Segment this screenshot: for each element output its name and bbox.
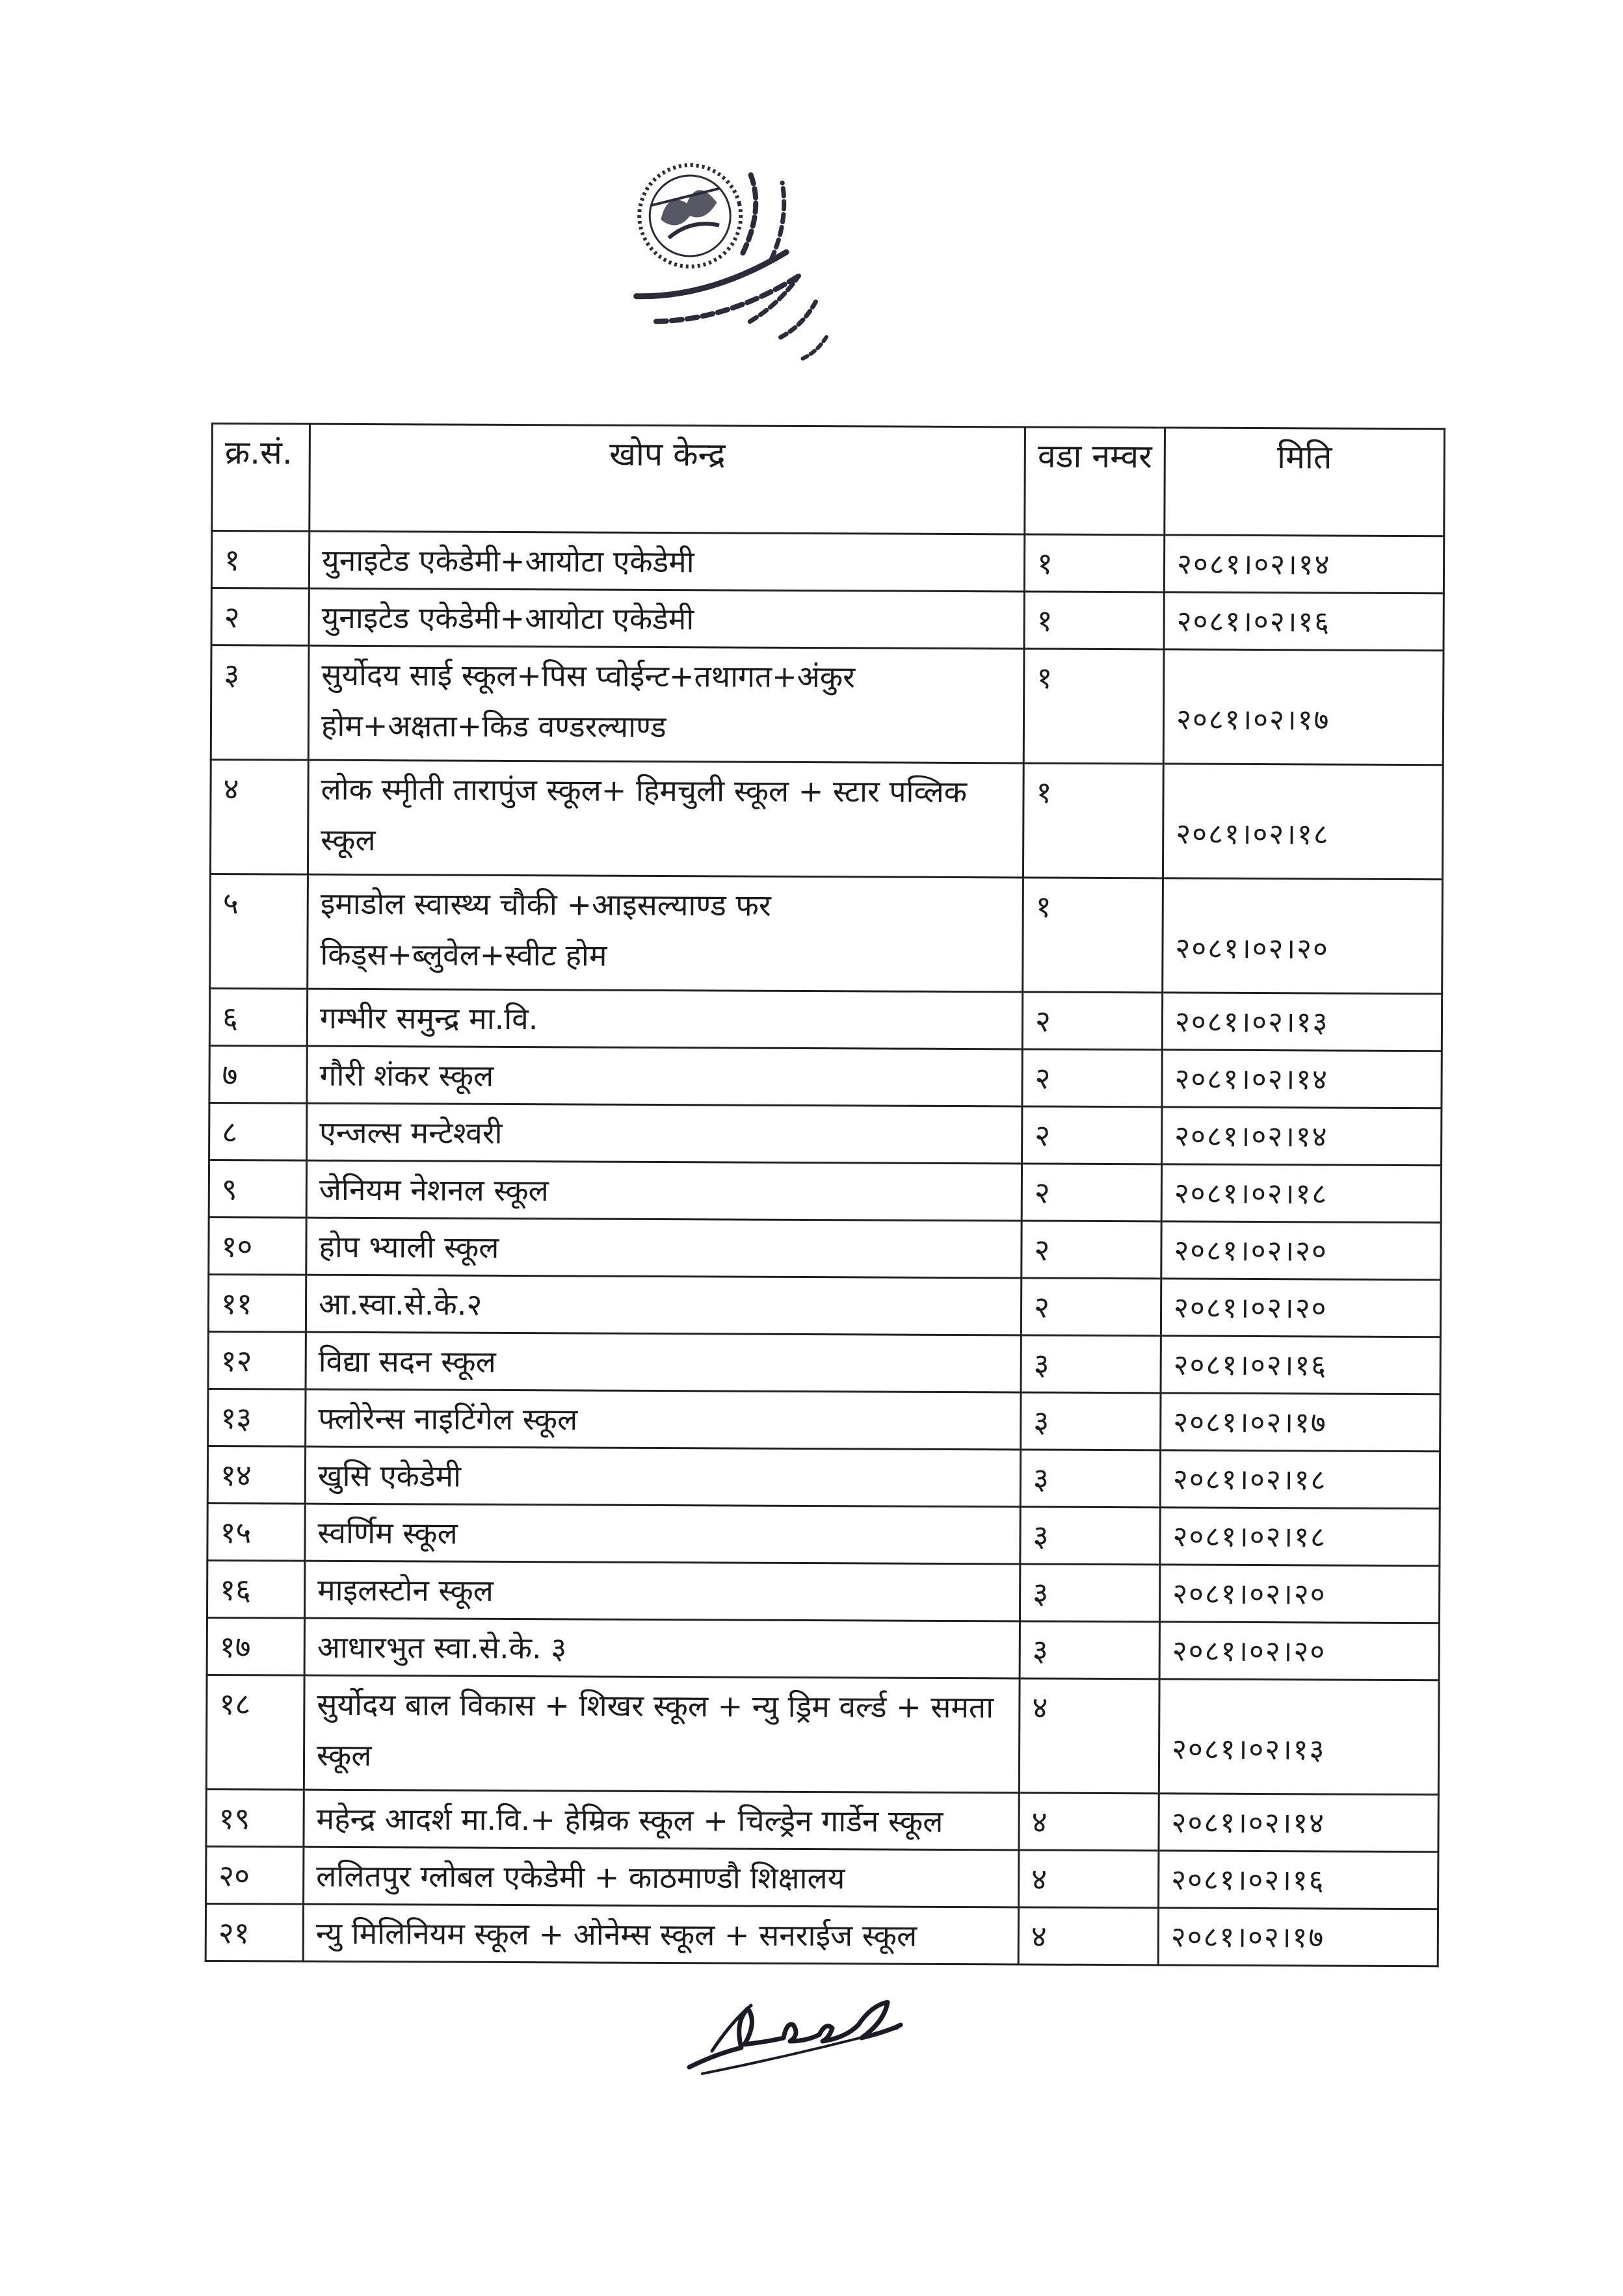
ward-cell: २	[1022, 1164, 1161, 1221]
table-row	[209, 1102, 1442, 1165]
municipality-seal	[605, 137, 878, 384]
ward-cell: २	[1022, 1049, 1162, 1107]
date-cell: २०८१।०२।२०	[1161, 1279, 1440, 1337]
serial-number-cell: १६	[207, 1560, 304, 1618]
serial-number-cell: १९	[206, 1789, 304, 1847]
date-cell: २०८१।०२।१६	[1161, 1336, 1440, 1394]
table-row	[207, 1446, 1440, 1508]
table-row	[208, 1389, 1440, 1451]
date-cell: २०८१।०२।१८	[1160, 1450, 1440, 1509]
table-row	[209, 1045, 1442, 1108]
serial-number-cell: २१	[205, 1903, 303, 1961]
table-row	[208, 1274, 1440, 1337]
serial-number-cell: १२	[208, 1331, 306, 1389]
ward-cell: २	[1021, 1278, 1161, 1336]
date-cell: २०८१।०२।१४	[1164, 535, 1444, 594]
date-cell: २०८१।०२।१७	[1158, 1908, 1438, 1966]
ward-cell: १	[1023, 763, 1163, 878]
ward-cell: ३	[1020, 1450, 1160, 1507]
date-cell: २०८१।०२।१४	[1159, 1794, 1438, 1852]
table-row	[207, 1617, 1439, 1680]
serial-number-cell: ५	[210, 874, 308, 989]
serial-number-cell: ११	[208, 1274, 306, 1332]
date-cell: २०८१।०२।१६	[1164, 592, 1444, 651]
center-cell: युनाइटेड एकेडेमी+आयोटा एकेडेमी	[309, 588, 1024, 649]
ward-cell: १	[1024, 534, 1164, 592]
serial-number-cell: ९	[209, 1160, 306, 1218]
serial-number-cell: ४	[210, 760, 308, 875]
ward-cell: ४	[1018, 1907, 1158, 1965]
serial-number-cell: २	[211, 588, 309, 646]
center-cell: सुर्योदय साई स्कूल+पिस प्वोईन्ट+तथागत+अंकुर होम+अक्षता+किड वण्डरल्याण्ड	[308, 646, 1024, 763]
ward-cell: ३	[1021, 1392, 1161, 1450]
center-cell: महेन्द्र आदर्श मा.वि.+ हेम्रिक स्कूल + चिल्ड्रेन गार्डेन स्कूल	[304, 1790, 1019, 1850]
table-row	[207, 1560, 1439, 1623]
table-row	[211, 588, 1444, 651]
date-cell: २०८१।०२।१४	[1162, 1107, 1442, 1166]
serial-number-cell: २०	[206, 1846, 304, 1904]
table-row	[211, 531, 1444, 594]
center-cell: आ.स्वा.से.के.२	[306, 1275, 1021, 1335]
center-cell: होप भ्याली स्कूल	[306, 1218, 1022, 1278]
table-row	[210, 874, 1443, 993]
center-cell: सुर्योदय बाल विकास + शिखर स्कूल + न्यु ड्रिम वर्ल्ड + समता स्कूल	[304, 1675, 1020, 1793]
center-cell: फ्लोरेन्स नाइटिंगेल स्कूल	[306, 1389, 1021, 1450]
table-row	[205, 1903, 1438, 1966]
date-cell: २०८१।०२।१७	[1163, 649, 1444, 765]
ward-cell: २	[1022, 1221, 1161, 1279]
table-row	[209, 988, 1442, 1050]
header-ward-number: वडा नम्वर	[1025, 427, 1165, 535]
center-cell: आधारभुत स्वा.से.के. ३	[304, 1618, 1020, 1678]
date-cell: २०८१।०२।१७	[1161, 1393, 1440, 1452]
date-cell: २०८१।०२।१४	[1162, 1050, 1442, 1108]
center-cell: स्वर्णिम स्कूल	[305, 1504, 1020, 1564]
serial-number-cell: ३	[211, 646, 309, 761]
ward-cell: ३	[1021, 1335, 1161, 1393]
serial-number-cell: ८	[209, 1102, 307, 1160]
serial-number-cell: १३	[208, 1389, 306, 1446]
ward-cell: ४	[1019, 1678, 1159, 1794]
ward-cell: २	[1022, 992, 1162, 1050]
ward-cell: १	[1023, 649, 1164, 764]
vaccination-schedule-table	[205, 423, 1445, 1967]
table-header-row	[212, 424, 1445, 536]
handwritten-signature	[676, 1989, 923, 2087]
center-cell: युनाइटेड एकेडेमी+आयोटा एकेडेमी	[309, 531, 1024, 592]
serial-number-cell: १	[211, 531, 309, 589]
table-row	[211, 646, 1444, 765]
ward-cell: ३	[1020, 1564, 1159, 1622]
table-row	[206, 1789, 1438, 1851]
serial-number-cell: १०	[209, 1217, 306, 1275]
table-row	[209, 1160, 1441, 1222]
serial-number-cell: १४	[207, 1446, 305, 1504]
date-cell: २०८१।०२।१८	[1163, 764, 1443, 880]
serial-number-cell: १८	[206, 1675, 304, 1790]
center-cell: गम्भीर समुन्द्र मा.वि.	[307, 989, 1022, 1049]
ward-cell: १	[1023, 878, 1163, 993]
table-row	[210, 760, 1443, 880]
center-cell: ललितपुर ग्लोबल एकेडेमी + काठमाण्डौ शिक्षालय	[304, 1847, 1019, 1907]
date-cell: २०८१।०२।१३	[1159, 1679, 1439, 1795]
ward-cell: ४	[1019, 1793, 1159, 1851]
ward-cell: ३	[1020, 1621, 1159, 1679]
center-cell: लोक स्मृीती तारापुंज स्कूल+ हिमचुली स्कूल + स्टार पव्लिक स्कूल	[308, 760, 1023, 878]
date-cell: २०८१।०२।१३	[1162, 993, 1442, 1051]
ward-cell: १	[1024, 592, 1164, 649]
center-cell: गौरी शंकर स्कूल	[307, 1046, 1022, 1106]
table-row	[208, 1331, 1440, 1394]
ward-cell: ३	[1020, 1507, 1160, 1565]
date-cell: २०८१।०२।२०	[1163, 878, 1443, 994]
table-row	[206, 1846, 1438, 1909]
header-vaccination-center: खोप केन्द्र	[310, 424, 1025, 534]
date-cell: २०८१।०२।१६	[1159, 1851, 1438, 1909]
center-cell: जेनियम नेशनल स्कूल	[306, 1160, 1022, 1221]
date-cell: २०८१।०२।२०	[1161, 1221, 1441, 1280]
center-cell: इमाडोल स्वास्थ्य चौकी +आइसल्याण्ड फर किड्स+ब्लुवेल+स्वीट होम	[308, 874, 1023, 992]
ward-cell: ४	[1019, 1850, 1159, 1908]
serial-number-cell: ६	[209, 988, 307, 1046]
center-cell: माइलस्टोन स्कूल	[304, 1561, 1020, 1621]
serial-number-cell: १५	[207, 1503, 305, 1561]
date-cell: २०८१।०२।२०	[1159, 1622, 1439, 1680]
serial-number-cell: १७	[207, 1617, 304, 1675]
date-cell: २०८१।०२।१८	[1161, 1164, 1441, 1223]
ward-cell: २	[1022, 1106, 1162, 1164]
table-row	[206, 1675, 1439, 1794]
center-cell: न्यु मिलिनियम स्कूल + ओनेम्स स्कूल + सनराईज स्कूल	[303, 1904, 1018, 1964]
serial-number-cell: ७	[209, 1045, 307, 1103]
center-cell: खुसि एकेडेमी	[305, 1446, 1020, 1507]
table-row	[209, 1217, 1441, 1279]
date-cell: २०८१।०२।२०	[1159, 1565, 1439, 1623]
table-row	[207, 1503, 1440, 1565]
header-serial-number: क्र.सं.	[212, 424, 310, 532]
center-cell: एन्जल्स मन्टेश्वरी	[307, 1103, 1022, 1164]
center-cell: विद्या सदन स्कूल	[306, 1332, 1021, 1392]
header-date: मिति	[1165, 428, 1445, 536]
date-cell: २०८१।०२।१८	[1160, 1507, 1440, 1566]
